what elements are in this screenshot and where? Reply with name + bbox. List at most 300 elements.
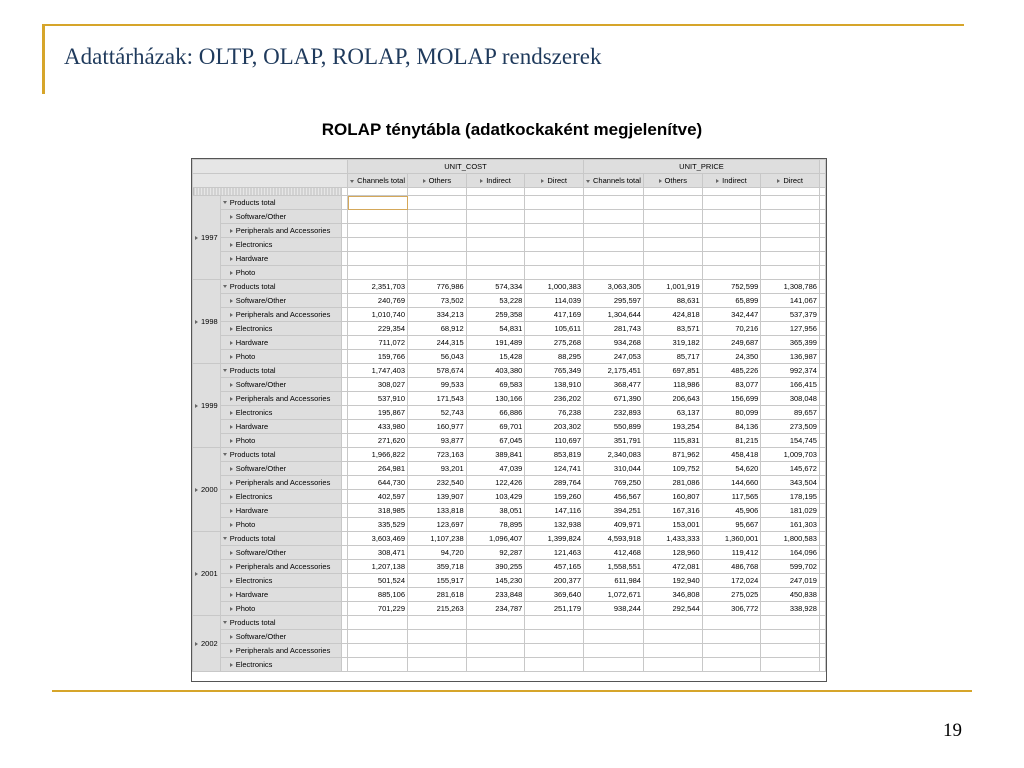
- data-cell[interactable]: 264,981: [348, 462, 408, 476]
- data-cell[interactable]: 550,899: [584, 420, 644, 434]
- data-cell[interactable]: 76,238: [525, 406, 584, 420]
- data-cell[interactable]: 94,720: [408, 546, 467, 560]
- measure-header[interactable]: UNIT_COST: [348, 160, 584, 174]
- data-cell[interactable]: [643, 238, 702, 252]
- data-cell[interactable]: 711,072: [348, 336, 408, 350]
- data-cell[interactable]: [466, 252, 525, 266]
- data-cell[interactable]: 121,463: [525, 546, 584, 560]
- product-header[interactable]: [220, 588, 341, 602]
- product-header[interactable]: [220, 490, 341, 504]
- data-cell[interactable]: 433,980: [348, 420, 408, 434]
- data-cell[interactable]: 56,043: [408, 350, 467, 364]
- data-cell[interactable]: 203,302: [525, 420, 584, 434]
- product-header[interactable]: [220, 476, 341, 490]
- data-cell[interactable]: [643, 658, 702, 672]
- data-cell[interactable]: [348, 196, 408, 210]
- product-header[interactable]: [220, 322, 341, 336]
- data-cell[interactable]: [702, 644, 761, 658]
- data-cell[interactable]: 1,399,824: [525, 532, 584, 546]
- data-cell[interactable]: 1,308,786: [761, 280, 820, 294]
- expand-icon[interactable]: [230, 229, 233, 233]
- data-cell[interactable]: [525, 644, 584, 658]
- data-cell[interactable]: [525, 658, 584, 672]
- data-cell[interactable]: 132,938: [525, 518, 584, 532]
- data-cell[interactable]: 485,226: [702, 364, 761, 378]
- data-cell[interactable]: 275,268: [525, 336, 584, 350]
- data-cell[interactable]: 53,228: [466, 294, 525, 308]
- data-cell[interactable]: [584, 196, 644, 210]
- expand-icon[interactable]: [230, 635, 233, 639]
- data-cell[interactable]: 195,867: [348, 406, 408, 420]
- data-cell[interactable]: 308,471: [348, 546, 408, 560]
- data-cell[interactable]: 160,807: [643, 490, 702, 504]
- data-cell[interactable]: 145,672: [761, 462, 820, 476]
- data-cell[interactable]: 599,702: [761, 560, 820, 574]
- data-cell[interactable]: [348, 616, 408, 630]
- expand-icon[interactable]: [195, 404, 198, 408]
- data-cell[interactable]: 89,657: [761, 406, 820, 420]
- data-cell[interactable]: 88,295: [525, 350, 584, 364]
- data-cell[interactable]: [643, 644, 702, 658]
- data-cell[interactable]: 259,358: [466, 308, 525, 322]
- data-cell[interactable]: 319,182: [643, 336, 702, 350]
- data-cell[interactable]: [584, 644, 644, 658]
- data-cell[interactable]: 409,971: [584, 518, 644, 532]
- data-cell[interactable]: [761, 616, 820, 630]
- collapse-icon[interactable]: [223, 537, 227, 540]
- data-cell[interactable]: 136,987: [761, 350, 820, 364]
- data-cell[interactable]: 166,415: [761, 378, 820, 392]
- data-cell[interactable]: [466, 644, 525, 658]
- data-cell[interactable]: 138,910: [525, 378, 584, 392]
- data-cell[interactable]: 160,977: [408, 420, 467, 434]
- expand-icon[interactable]: [230, 607, 233, 611]
- expand-icon[interactable]: [230, 397, 233, 401]
- expand-icon[interactable]: [230, 663, 233, 667]
- data-cell[interactable]: 369,640: [525, 588, 584, 602]
- data-cell[interactable]: 122,426: [466, 476, 525, 490]
- data-cell[interactable]: 3,063,305: [584, 280, 644, 294]
- data-cell[interactable]: 1,009,703: [761, 448, 820, 462]
- data-cell[interactable]: 281,086: [643, 476, 702, 490]
- expand-icon[interactable]: [230, 215, 233, 219]
- data-cell[interactable]: 1,966,822: [348, 448, 408, 462]
- expand-icon[interactable]: [230, 495, 233, 499]
- data-cell[interactable]: [584, 266, 644, 280]
- data-cell[interactable]: 192,940: [643, 574, 702, 588]
- data-cell[interactable]: [702, 196, 761, 210]
- data-cell[interactable]: 275,025: [702, 588, 761, 602]
- data-cell[interactable]: [408, 210, 467, 224]
- expand-icon[interactable]: [230, 579, 233, 583]
- data-cell[interactable]: 54,620: [702, 462, 761, 476]
- data-cell[interactable]: 236,202: [525, 392, 584, 406]
- data-cell[interactable]: 776,986: [408, 280, 467, 294]
- data-cell[interactable]: 167,316: [643, 504, 702, 518]
- expand-icon[interactable]: [230, 411, 233, 415]
- collapse-icon[interactable]: [223, 369, 227, 372]
- data-cell[interactable]: 78,895: [466, 518, 525, 532]
- data-cell[interactable]: 342,447: [702, 308, 761, 322]
- data-cell[interactable]: [408, 658, 467, 672]
- data-cell[interactable]: 853,819: [525, 448, 584, 462]
- data-cell[interactable]: 93,201: [408, 462, 467, 476]
- product-header[interactable]: [220, 546, 341, 560]
- data-cell[interactable]: 1,001,919: [643, 280, 702, 294]
- data-cell[interactable]: 1,107,238: [408, 532, 467, 546]
- data-cell[interactable]: [702, 266, 761, 280]
- data-cell[interactable]: 752,599: [702, 280, 761, 294]
- olap-cube-grid[interactable]: [191, 158, 827, 682]
- product-header[interactable]: [220, 560, 341, 574]
- expand-icon[interactable]: [541, 179, 544, 183]
- year-header[interactable]: [193, 532, 221, 616]
- channel-header[interactable]: [348, 174, 408, 188]
- data-cell[interactable]: [348, 252, 408, 266]
- data-cell[interactable]: 92,287: [466, 546, 525, 560]
- data-cell[interactable]: 306,772: [702, 602, 761, 616]
- data-cell[interactable]: 193,254: [643, 420, 702, 434]
- channel-header[interactable]: [643, 174, 702, 188]
- data-cell[interactable]: 70,216: [702, 322, 761, 336]
- data-cell[interactable]: 156,699: [702, 392, 761, 406]
- data-cell[interactable]: 938,244: [584, 602, 644, 616]
- data-cell[interactable]: [761, 644, 820, 658]
- product-header[interactable]: [220, 616, 341, 630]
- collapse-icon[interactable]: [223, 201, 227, 204]
- data-cell[interactable]: 335,529: [348, 518, 408, 532]
- expand-icon[interactable]: [230, 425, 233, 429]
- collapse-icon[interactable]: [223, 621, 227, 624]
- expand-icon[interactable]: [230, 257, 233, 261]
- expand-icon[interactable]: [195, 488, 198, 492]
- data-cell[interactable]: 215,263: [408, 602, 467, 616]
- collapse-icon[interactable]: [223, 285, 227, 288]
- data-cell[interactable]: [348, 658, 408, 672]
- data-cell[interactable]: 992,374: [761, 364, 820, 378]
- data-cell[interactable]: [584, 658, 644, 672]
- product-header[interactable]: [220, 518, 341, 532]
- data-cell[interactable]: [525, 266, 584, 280]
- data-cell[interactable]: 3,603,469: [348, 532, 408, 546]
- channel-header[interactable]: [525, 174, 584, 188]
- data-cell[interactable]: [643, 630, 702, 644]
- data-cell[interactable]: 80,099: [702, 406, 761, 420]
- data-cell[interactable]: 2,175,451: [584, 364, 644, 378]
- data-cell[interactable]: 130,166: [466, 392, 525, 406]
- expand-icon[interactable]: [230, 593, 233, 597]
- data-cell[interactable]: 1,304,644: [584, 308, 644, 322]
- data-cell[interactable]: 501,524: [348, 574, 408, 588]
- data-cell[interactable]: 458,418: [702, 448, 761, 462]
- data-cell[interactable]: 155,917: [408, 574, 467, 588]
- data-cell[interactable]: 417,169: [525, 308, 584, 322]
- data-cell[interactable]: [466, 266, 525, 280]
- data-cell[interactable]: [702, 210, 761, 224]
- expand-icon[interactable]: [716, 179, 719, 183]
- product-header[interactable]: [220, 350, 341, 364]
- product-header[interactable]: [220, 294, 341, 308]
- data-cell[interactable]: [761, 196, 820, 210]
- data-cell[interactable]: 69,701: [466, 420, 525, 434]
- data-cell[interactable]: 486,768: [702, 560, 761, 574]
- data-cell[interactable]: 47,039: [466, 462, 525, 476]
- data-cell[interactable]: [761, 210, 820, 224]
- data-cell[interactable]: 147,116: [525, 504, 584, 518]
- data-cell[interactable]: 232,893: [584, 406, 644, 420]
- data-cell[interactable]: 117,565: [702, 490, 761, 504]
- data-cell[interactable]: [702, 238, 761, 252]
- data-cell[interactable]: 84,136: [702, 420, 761, 434]
- data-cell[interactable]: 161,303: [761, 518, 820, 532]
- data-cell[interactable]: 85,717: [643, 350, 702, 364]
- data-cell[interactable]: [643, 210, 702, 224]
- data-cell[interactable]: [525, 616, 584, 630]
- data-cell[interactable]: 765,349: [525, 364, 584, 378]
- data-cell[interactable]: 123,697: [408, 518, 467, 532]
- data-cell[interactable]: 93,877: [408, 434, 467, 448]
- data-cell[interactable]: [702, 224, 761, 238]
- data-cell[interactable]: 368,477: [584, 378, 644, 392]
- data-cell[interactable]: 295,597: [584, 294, 644, 308]
- expand-icon[interactable]: [195, 642, 198, 646]
- data-cell[interactable]: 885,106: [348, 588, 408, 602]
- data-cell[interactable]: 769,250: [584, 476, 644, 490]
- data-cell[interactable]: 124,741: [525, 462, 584, 476]
- expand-icon[interactable]: [230, 481, 233, 485]
- data-cell[interactable]: 359,718: [408, 560, 467, 574]
- data-cell[interactable]: 244,315: [408, 336, 467, 350]
- data-cell[interactable]: 103,429: [466, 490, 525, 504]
- data-cell[interactable]: 310,044: [584, 462, 644, 476]
- data-cell[interactable]: 537,910: [348, 392, 408, 406]
- product-header[interactable]: [220, 420, 341, 434]
- data-cell[interactable]: 229,354: [348, 322, 408, 336]
- data-cell[interactable]: [643, 266, 702, 280]
- data-cell[interactable]: 1,072,671: [584, 588, 644, 602]
- expand-icon[interactable]: [230, 243, 233, 247]
- data-cell[interactable]: 115,831: [643, 434, 702, 448]
- expand-icon[interactable]: [230, 439, 233, 443]
- collapse-icon[interactable]: [223, 453, 227, 456]
- expand-icon[interactable]: [480, 179, 483, 183]
- expand-icon[interactable]: [195, 320, 198, 324]
- data-cell[interactable]: [348, 224, 408, 238]
- data-cell[interactable]: [348, 266, 408, 280]
- data-cell[interactable]: 456,567: [584, 490, 644, 504]
- data-cell[interactable]: [643, 196, 702, 210]
- data-cell[interactable]: [525, 196, 584, 210]
- product-header[interactable]: [220, 644, 341, 658]
- data-cell[interactable]: 723,163: [408, 448, 467, 462]
- data-cell[interactable]: 343,504: [761, 476, 820, 490]
- data-cell[interactable]: 164,096: [761, 546, 820, 560]
- data-cell[interactable]: 45,906: [702, 504, 761, 518]
- data-cell[interactable]: 139,907: [408, 490, 467, 504]
- data-cell[interactable]: [702, 630, 761, 644]
- data-cell[interactable]: 1,010,740: [348, 308, 408, 322]
- data-cell[interactable]: 83,571: [643, 322, 702, 336]
- data-cell[interactable]: 81,215: [702, 434, 761, 448]
- data-cell[interactable]: 68,912: [408, 322, 467, 336]
- channel-header[interactable]: [408, 174, 467, 188]
- data-cell[interactable]: 537,379: [761, 308, 820, 322]
- data-cell[interactable]: 701,229: [348, 602, 408, 616]
- year-header[interactable]: [193, 448, 221, 532]
- data-cell[interactable]: [702, 658, 761, 672]
- data-cell[interactable]: 249,687: [702, 336, 761, 350]
- data-cell[interactable]: 1,096,407: [466, 532, 525, 546]
- data-cell[interactable]: 234,787: [466, 602, 525, 616]
- data-cell[interactable]: 154,745: [761, 434, 820, 448]
- data-cell[interactable]: 2,340,083: [584, 448, 644, 462]
- data-cell[interactable]: 54,831: [466, 322, 525, 336]
- data-cell[interactable]: 697,851: [643, 364, 702, 378]
- data-cell[interactable]: [584, 238, 644, 252]
- channel-header[interactable]: [466, 174, 525, 188]
- data-cell[interactable]: 871,962: [643, 448, 702, 462]
- data-cell[interactable]: 144,660: [702, 476, 761, 490]
- expand-icon[interactable]: [230, 341, 233, 345]
- data-cell[interactable]: [408, 630, 467, 644]
- data-cell[interactable]: 1,800,583: [761, 532, 820, 546]
- data-cell[interactable]: [525, 238, 584, 252]
- data-cell[interactable]: 133,818: [408, 504, 467, 518]
- data-cell[interactable]: [584, 616, 644, 630]
- data-cell[interactable]: 109,752: [643, 462, 702, 476]
- data-cell[interactable]: 69,583: [466, 378, 525, 392]
- data-cell[interactable]: 110,697: [525, 434, 584, 448]
- product-header[interactable]: [220, 504, 341, 518]
- data-cell[interactable]: 88,631: [643, 294, 702, 308]
- data-cell[interactable]: 153,001: [643, 518, 702, 532]
- data-cell[interactable]: [584, 630, 644, 644]
- data-cell[interactable]: [466, 630, 525, 644]
- product-header[interactable]: [220, 196, 341, 210]
- data-cell[interactable]: [348, 210, 408, 224]
- product-header[interactable]: [220, 252, 341, 266]
- data-cell[interactable]: [466, 210, 525, 224]
- data-cell[interactable]: 574,334: [466, 280, 525, 294]
- data-cell[interactable]: 200,377: [525, 574, 584, 588]
- data-cell[interactable]: [643, 252, 702, 266]
- data-cell[interactable]: 308,048: [761, 392, 820, 406]
- data-cell[interactable]: 318,985: [348, 504, 408, 518]
- measure-header[interactable]: UNIT_PRICE: [584, 160, 820, 174]
- data-cell[interactable]: 346,808: [643, 588, 702, 602]
- data-cell[interactable]: 281,743: [584, 322, 644, 336]
- expand-icon[interactable]: [230, 649, 233, 653]
- data-cell[interactable]: 289,764: [525, 476, 584, 490]
- product-header[interactable]: [220, 406, 341, 420]
- expand-icon[interactable]: [659, 179, 662, 183]
- data-cell[interactable]: 191,489: [466, 336, 525, 350]
- data-cell[interactable]: 450,838: [761, 588, 820, 602]
- data-cell[interactable]: 611,984: [584, 574, 644, 588]
- product-header[interactable]: [220, 378, 341, 392]
- product-header[interactable]: [220, 266, 341, 280]
- data-cell[interactable]: 233,848: [466, 588, 525, 602]
- data-cell[interactable]: [761, 266, 820, 280]
- expand-icon[interactable]: [230, 327, 233, 331]
- data-cell[interactable]: 934,268: [584, 336, 644, 350]
- data-cell[interactable]: 578,674: [408, 364, 467, 378]
- product-header[interactable]: [220, 210, 341, 224]
- data-cell[interactable]: [525, 210, 584, 224]
- data-cell[interactable]: 171,543: [408, 392, 467, 406]
- data-cell[interactable]: [408, 266, 467, 280]
- data-cell[interactable]: [525, 252, 584, 266]
- data-cell[interactable]: [761, 630, 820, 644]
- data-cell[interactable]: 402,597: [348, 490, 408, 504]
- data-cell[interactable]: 83,077: [702, 378, 761, 392]
- product-header[interactable]: [220, 308, 341, 322]
- data-cell[interactable]: 1,000,383: [525, 280, 584, 294]
- data-cell[interactable]: 424,818: [643, 308, 702, 322]
- data-cell[interactable]: [466, 238, 525, 252]
- channel-header[interactable]: [584, 174, 644, 188]
- data-cell[interactable]: 73,502: [408, 294, 467, 308]
- data-cell[interactable]: [408, 224, 467, 238]
- data-cell[interactable]: 247,053: [584, 350, 644, 364]
- expand-icon[interactable]: [423, 179, 426, 183]
- data-cell[interactable]: [525, 224, 584, 238]
- data-cell[interactable]: [525, 630, 584, 644]
- data-cell[interactable]: 99,533: [408, 378, 467, 392]
- data-cell[interactable]: 232,540: [408, 476, 467, 490]
- product-header[interactable]: [220, 630, 341, 644]
- expand-icon[interactable]: [230, 355, 233, 359]
- data-cell[interactable]: 95,667: [702, 518, 761, 532]
- data-cell[interactable]: [643, 224, 702, 238]
- product-header[interactable]: [220, 462, 341, 476]
- data-cell[interactable]: 52,743: [408, 406, 467, 420]
- data-cell[interactable]: 273,509: [761, 420, 820, 434]
- data-cell[interactable]: 271,620: [348, 434, 408, 448]
- data-cell[interactable]: 251,179: [525, 602, 584, 616]
- expand-icon[interactable]: [195, 572, 198, 576]
- data-cell[interactable]: [408, 196, 467, 210]
- product-header[interactable]: [220, 238, 341, 252]
- year-header[interactable]: [193, 196, 221, 280]
- data-cell[interactable]: 119,412: [702, 546, 761, 560]
- data-cell[interactable]: 240,769: [348, 294, 408, 308]
- data-cell[interactable]: 457,165: [525, 560, 584, 574]
- data-cell[interactable]: [584, 224, 644, 238]
- collapse-icon[interactable]: [350, 180, 354, 183]
- data-cell[interactable]: [348, 630, 408, 644]
- data-cell[interactable]: [348, 644, 408, 658]
- data-cell[interactable]: 390,255: [466, 560, 525, 574]
- data-cell[interactable]: 389,841: [466, 448, 525, 462]
- data-cell[interactable]: 1,558,551: [584, 560, 644, 574]
- data-cell[interactable]: 412,468: [584, 546, 644, 560]
- data-cell[interactable]: 67,045: [466, 434, 525, 448]
- data-cell[interactable]: 281,618: [408, 588, 467, 602]
- data-cell[interactable]: 394,251: [584, 504, 644, 518]
- data-cell[interactable]: 206,643: [643, 392, 702, 406]
- data-cell[interactable]: 247,019: [761, 574, 820, 588]
- data-cell[interactable]: 1,207,138: [348, 560, 408, 574]
- data-cell[interactable]: [584, 252, 644, 266]
- data-cell[interactable]: 24,350: [702, 350, 761, 364]
- product-header[interactable]: [220, 336, 341, 350]
- expand-icon[interactable]: [777, 179, 780, 183]
- data-cell[interactable]: 178,195: [761, 490, 820, 504]
- data-cell[interactable]: [348, 238, 408, 252]
- data-cell[interactable]: 145,230: [466, 574, 525, 588]
- data-cell[interactable]: 2,351,703: [348, 280, 408, 294]
